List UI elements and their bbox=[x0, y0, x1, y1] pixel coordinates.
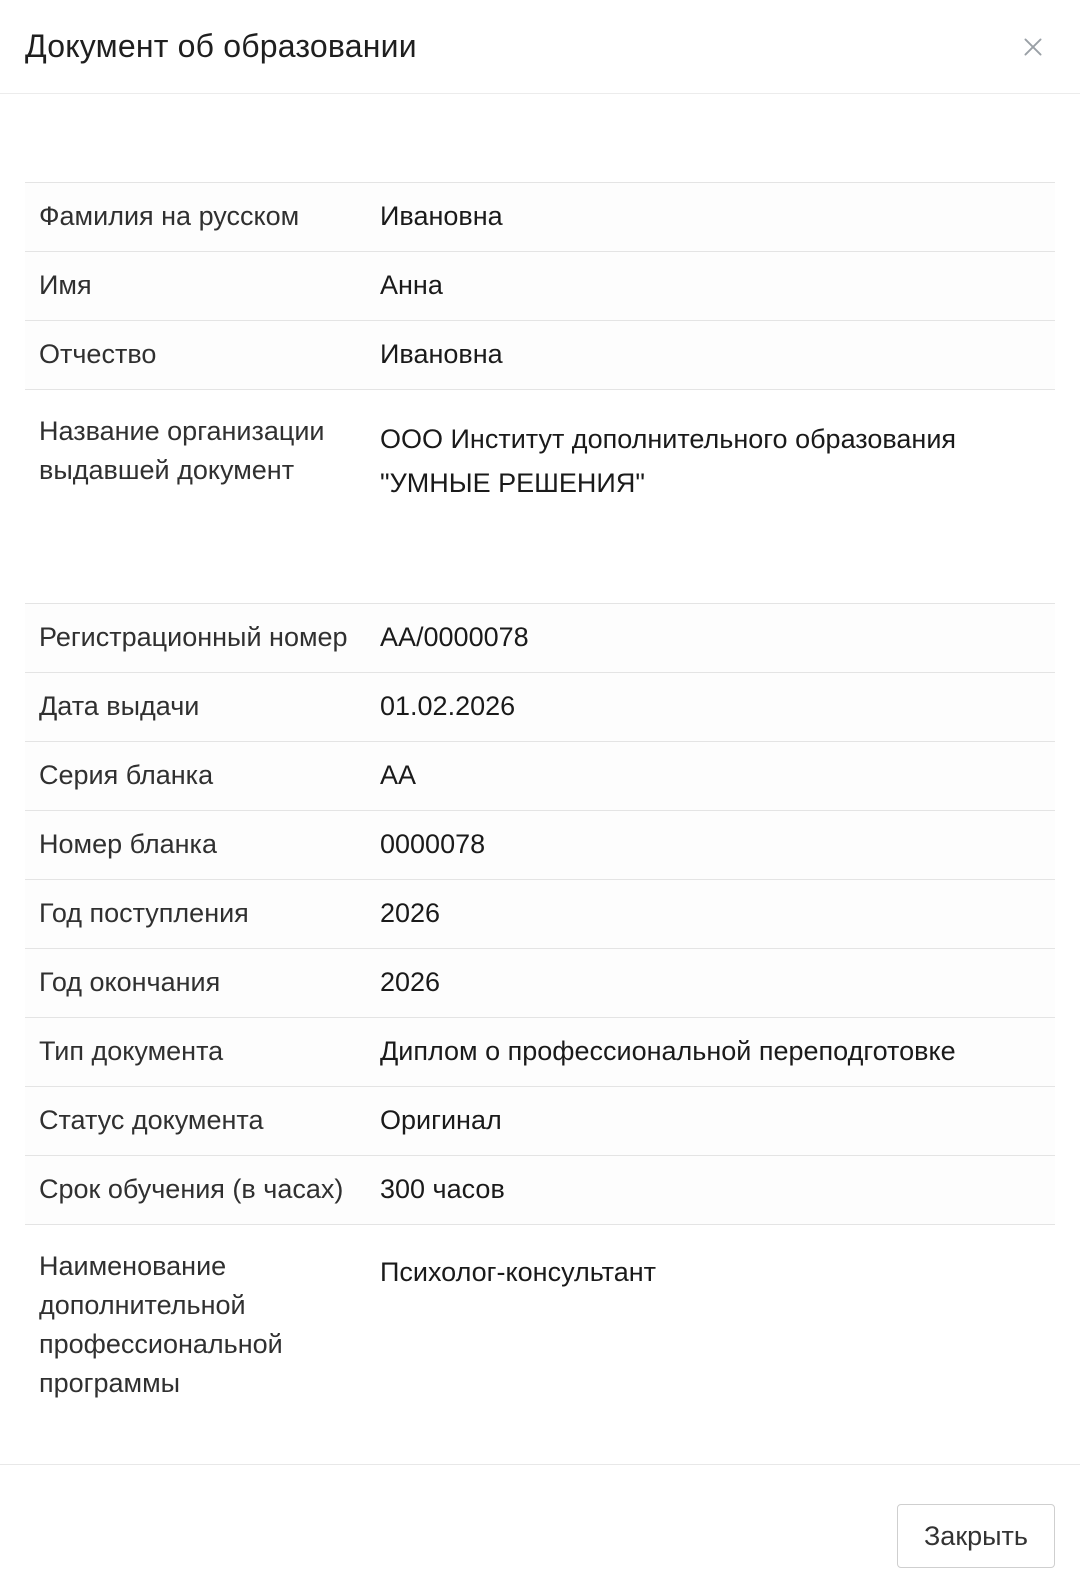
field-label: Наименование дополнительной профессиональной программы bbox=[39, 1251, 283, 1399]
field-row bbox=[25, 603, 1055, 672]
field-label: Срок обучения (в часах) bbox=[39, 1174, 344, 1205]
field-value: Ивановна bbox=[380, 201, 503, 232]
field-label: Тип документа bbox=[39, 1036, 224, 1067]
field-row bbox=[25, 1017, 1055, 1086]
modal-title: Документ об образовании bbox=[25, 28, 417, 64]
field-value: Анна bbox=[380, 270, 443, 301]
field-row bbox=[25, 810, 1055, 879]
field-row bbox=[25, 1086, 1055, 1155]
field-value: 0000078 bbox=[380, 829, 486, 860]
field-label: Регистрационный номер bbox=[39, 622, 348, 653]
field-value: 01.02.2026 bbox=[380, 691, 516, 722]
field-row bbox=[25, 879, 1055, 948]
field-value: АА bbox=[380, 760, 417, 791]
field-row bbox=[25, 1155, 1055, 1224]
field-value: 2026 bbox=[380, 967, 441, 998]
field-value: АА/0000078 bbox=[380, 622, 529, 653]
field-value: 300 часов bbox=[380, 1174, 505, 1205]
field-row bbox=[25, 948, 1055, 1017]
close-icon[interactable] bbox=[1016, 30, 1050, 64]
field-row bbox=[25, 389, 1055, 603]
modal-footer bbox=[0, 1464, 1080, 1576]
field-label: Имя bbox=[39, 270, 92, 301]
close-button[interactable]: Закрыть bbox=[897, 1504, 1055, 1568]
close-icon-glyph bbox=[1020, 34, 1046, 60]
field-value: Психолог-консультант bbox=[380, 1257, 657, 1287]
field-row bbox=[25, 251, 1055, 320]
field-label: Дата выдачи bbox=[39, 691, 200, 722]
field-value: ООО Институт дополнительного образования "УМНЫЕ РЕШЕНИЯ" bbox=[380, 424, 957, 498]
modal-body bbox=[0, 94, 1080, 1464]
field-label: Номер бланка bbox=[39, 829, 217, 860]
field-label: Серия бланка bbox=[39, 760, 214, 791]
modal-header bbox=[0, 0, 1080, 94]
fields-list bbox=[25, 182, 1055, 1464]
field-row bbox=[25, 672, 1055, 741]
field-value: Диплом о профессиональной переподготовке bbox=[380, 1036, 956, 1067]
field-label: Название организации выдавшей документ bbox=[39, 416, 325, 486]
field-label: Фамилия на русском bbox=[39, 201, 300, 232]
field-value: 2026 bbox=[380, 898, 441, 929]
field-row bbox=[25, 320, 1055, 389]
field-row bbox=[25, 741, 1055, 810]
field-value: Оригинал bbox=[380, 1105, 502, 1136]
field-label: Отчество bbox=[39, 339, 157, 370]
field-value: Ивановна bbox=[380, 339, 503, 370]
field-label: Год поступления bbox=[39, 898, 249, 929]
field-row bbox=[25, 1224, 1055, 1464]
field-row bbox=[25, 182, 1055, 251]
field-label: Статус документа bbox=[39, 1105, 264, 1136]
field-label: Год окончания bbox=[39, 967, 221, 998]
